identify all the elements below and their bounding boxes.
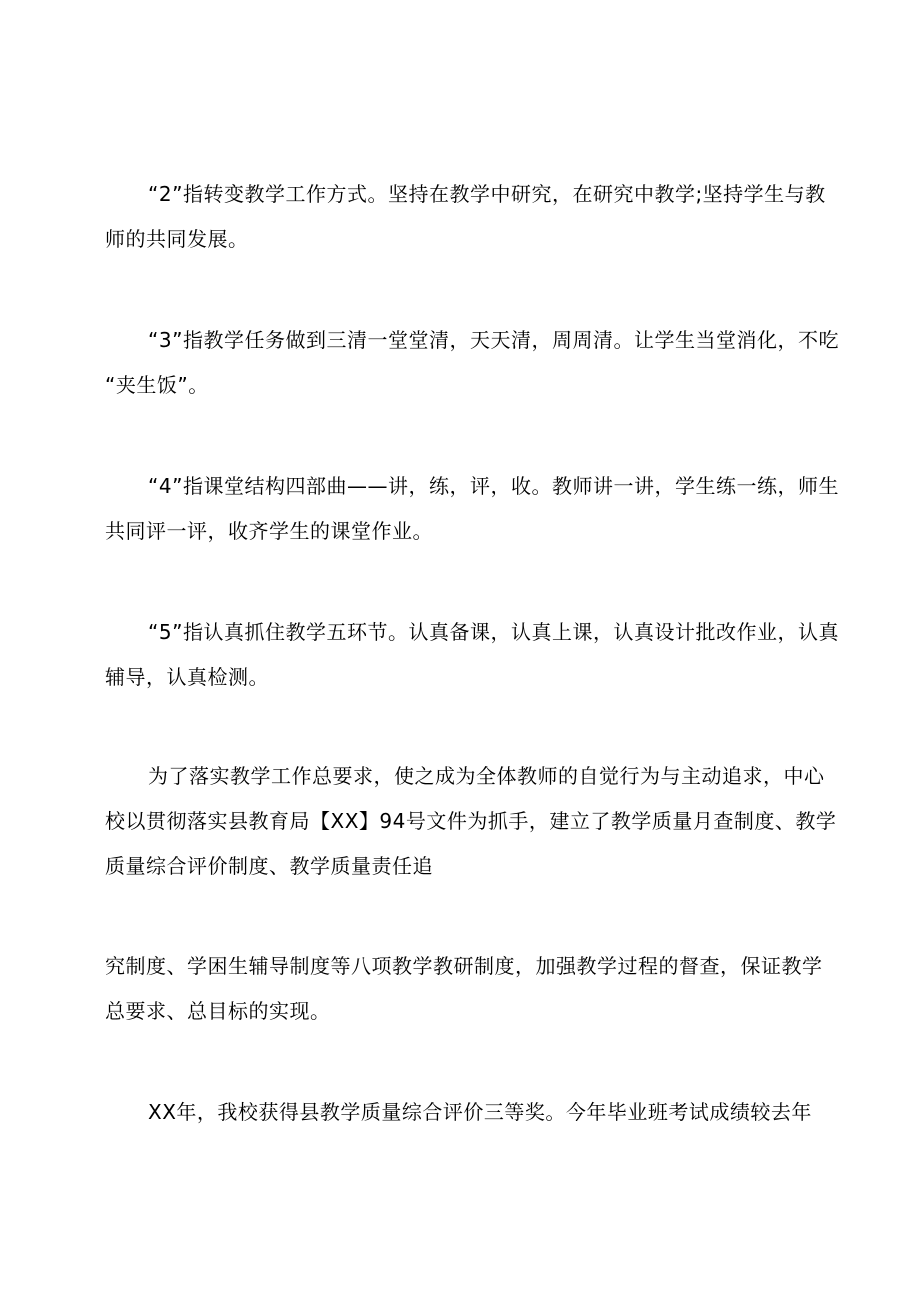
text-line: 究制度、学困生辅导制度等八项教学教研制度，加强教学过程的督查，保证教学 (105, 954, 823, 978)
text-line: 师的共同发展。 (105, 227, 249, 251)
text-line: 共同评一评，收齐学生的课堂作业。 (105, 519, 433, 543)
text-line: “夹生饭”。 (105, 373, 209, 397)
paragraph-award (105, 1090, 825, 1135)
paragraph-item-2 (105, 172, 825, 262)
text-line: “2”指转变教学工作方式。坚持在教学中研究，在研究中教学;坚持学生与教 (148, 182, 826, 206)
text-line: 校以贯彻落实县教育局【XX】94号文件为抓手，建立了教学质量月查制度、教学 (105, 809, 837, 833)
paragraph-goal-requirements (105, 754, 837, 889)
paragraph-continuation (105, 944, 825, 1034)
paragraph-item-3 (105, 318, 839, 408)
paragraph-item-5 (105, 610, 839, 700)
text-line: XX年，我校获得县教学质量综合评价三等奖。今年毕业班考试成绩较去年 (148, 1100, 812, 1124)
text-line: 质量综合评价制度、教学质量责任追 (105, 854, 433, 878)
text-line: 辅导，认真检测。 (105, 665, 269, 689)
paragraph-item-4 (105, 464, 839, 554)
text-line: “3”指教学任务做到三清一堂堂清，天天清，周周清。让学生当堂消化，不吃 (148, 328, 839, 352)
text-line: “4”指课堂结构四部曲——讲，练，评，收。教师讲一讲，学生练一练，师生 (148, 474, 839, 498)
text-line: “5”指认真抓住教学五环节。认真备课，认真上课，认真设计批改作业，认真 (148, 620, 839, 644)
text-line: 为了落实教学工作总要求，使之成为全体教师的自觉行为与主动追求，中心 (148, 764, 825, 788)
text-line: 总要求、总目标的实现。 (105, 999, 331, 1023)
